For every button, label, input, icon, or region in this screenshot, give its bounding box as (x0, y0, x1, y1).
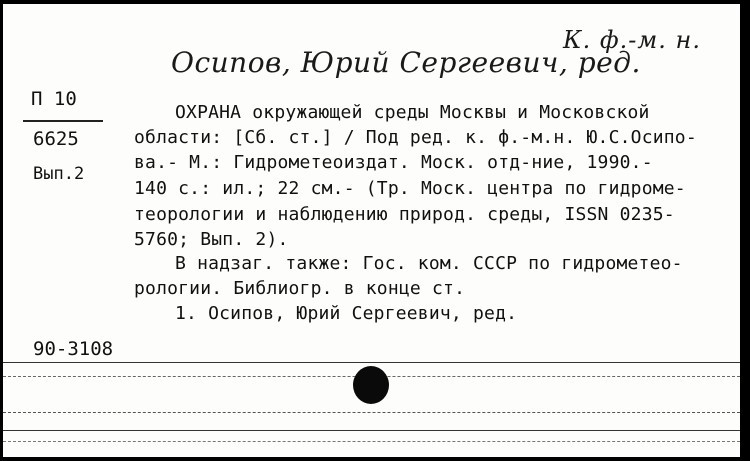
shelfmark-divider (23, 120, 103, 122)
handwritten-degree-note: К. ф.-м. н. (563, 26, 701, 54)
divider-line (3, 441, 740, 443)
divider-line (3, 412, 740, 414)
catalog-card (3, 4, 740, 457)
entry-note-line: В надзаг. также: Гос. ком. СССР по гидрометео- (175, 253, 683, 274)
entry-line: 140 с.: ил.; 22 см.- (Тр. Моск. центра по гидроме- (134, 178, 686, 199)
shelfmark-line-3: Вып.2 (33, 164, 85, 184)
divider-line (3, 430, 740, 431)
entry-line: ОХРАНА окружающей среды Москвы и Московской (175, 102, 650, 123)
shelfmark-line-2: 6625 (33, 128, 79, 150)
entry-note-line: рологии. Библиогр. в конце ст. (134, 278, 466, 299)
entry-line: ва.- М.: Гидрометеоиздат. Моск. отд-ние, 1990.- (134, 152, 653, 173)
shelfmark-line-1: П 10 (31, 88, 77, 110)
accession-number: 90-3108 (33, 338, 114, 360)
punch-hole (353, 366, 389, 404)
entry-line: теорологии и наблюдению природ. среды, ISSN 0235- (134, 204, 675, 225)
handwritten-editor-name: Осипов, Юрий Сергеевич, ред. (171, 46, 641, 79)
entry-line: области: [Сб. ст.] / Под ред. к. ф.-м.н. Ю.С.Осипо- (134, 127, 697, 148)
entry-tracing-line: 1. Осипов, Юрий Сергеевич, ред. (175, 303, 518, 324)
divider-line (3, 362, 740, 363)
entry-line: 5760; Вып. 2). (134, 229, 289, 250)
